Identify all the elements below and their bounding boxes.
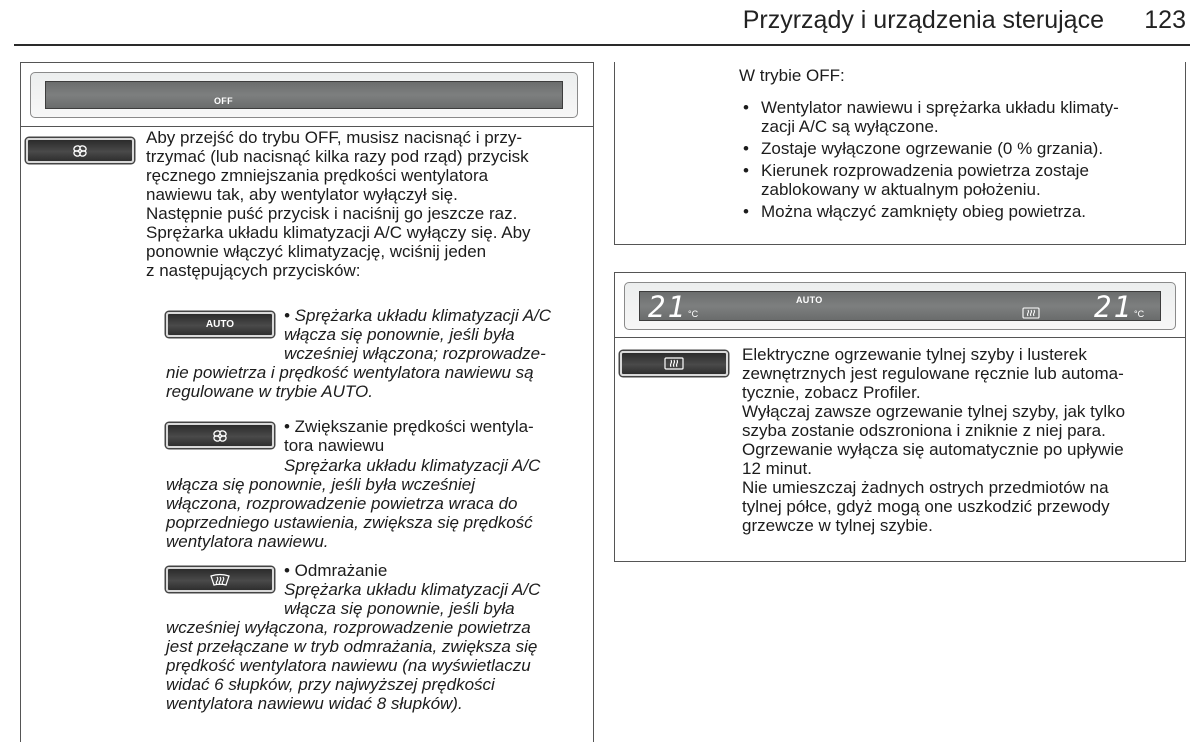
- fan-heading-line: • Zwiększanie prędkości wentyla-: [284, 417, 534, 436]
- defrost-text-tail: [166, 618, 591, 713]
- defrost-line: prędkość wentylatora nawiewu (na wyświetlaczu: [166, 656, 531, 675]
- intro-line: ponownie włączyć klimatyzację, wciśnij jeden: [146, 242, 487, 261]
- fan-text-tail: [166, 475, 591, 551]
- auto-line: regulowane w trybie AUTO.: [166, 382, 373, 401]
- intro-line: ręcznego zmniejszania prędkości wentylatora: [146, 166, 489, 185]
- rear-heater-line: Nie umieszczaj żadnych ostrych przedmiotów na: [742, 478, 1109, 497]
- rear-window-heater-button[interactable]: [620, 351, 728, 376]
- fan-speed-down-button[interactable]: [26, 138, 134, 163]
- fan-speed-up-button[interactable]: [166, 423, 274, 448]
- rear-heater-line: Wyłączaj zawsze ogrzewanie tylnej szyby, jak tylko: [742, 402, 1126, 421]
- list-item: • Zostaje wyłączone ogrzewanie (0 % grzania).: [739, 139, 1179, 158]
- auto-display-screen: [639, 290, 1161, 324]
- list-item: • Wentylator nawiewu i sprężarka układu klimaty- zacji A/C są wyłączone.: [739, 98, 1179, 136]
- off-mode-heading-text: W trybie OFF:: [739, 66, 845, 85]
- intro-line: Sprężarka układu klimatyzacji A/C wyłączy się. Aby: [146, 223, 531, 242]
- rear-heater-line: grzewcze w tylnej szybie.: [742, 516, 933, 535]
- off-mode-list: [739, 98, 1179, 224]
- off-display-panel: [30, 72, 578, 118]
- auto-button[interactable]: [166, 312, 274, 337]
- rear-heater-line: 12 minut.: [742, 459, 812, 478]
- fan-line: poprzedniego ustawienia, zwiększa się prędkość: [166, 513, 533, 532]
- rear-heater-line: tylnej półce, gdyż mogą one uszkodzić przewody: [742, 497, 1110, 516]
- defrost-line: Sprężarka układu klimatyzacji A/C: [284, 580, 541, 599]
- defrost-text-head: [284, 580, 589, 618]
- intro-line: z następujących przycisków:: [146, 261, 361, 280]
- off-display-screen: [45, 81, 563, 109]
- defrost-line: wentylatora nawiewu widać 8 słupków).: [166, 694, 463, 713]
- defrost-button[interactable]: [166, 567, 274, 592]
- rear-display-divider: [614, 337, 1186, 338]
- right-temperature-unit: °C: [1134, 309, 1145, 319]
- auto-line: nie powietrza i prędkość wentylatora nawiewu są: [166, 363, 534, 382]
- intro-text: [146, 128, 591, 280]
- rear-window-heater-icon: [664, 357, 684, 370]
- intro-line: Następnie puść przycisk i naciśnij go jeszcze raz.: [146, 204, 518, 223]
- fan-line: włącza się ponownie, jeśli była wcześniej: [166, 475, 475, 494]
- auto-display-label: AUTO: [796, 295, 823, 305]
- header-rule: [14, 44, 1190, 46]
- rear-heater-line: tycznie, zobacz Profiler.: [742, 383, 921, 402]
- fan-line: Sprężarka układu klimatyzacji A/C: [284, 456, 541, 475]
- auto-line: wcześniej włączona; rozprowadze-: [284, 344, 546, 363]
- page-number: 123: [1144, 6, 1186, 34]
- defrost-line: włącza się ponownie, jeśli była: [284, 599, 515, 618]
- right-temperature: 21: [1094, 290, 1133, 324]
- auto-line: • Sprężarka układu klimatyzacji A/C: [284, 306, 552, 325]
- auto-text-tail: [166, 363, 591, 401]
- off-display-label: OFF: [214, 96, 233, 106]
- left-temperature: 21: [648, 290, 687, 324]
- fan-heading: [284, 417, 589, 455]
- auto-button-label: AUTO: [205, 319, 235, 330]
- fan-icon: [212, 429, 228, 443]
- rear-heater-line: szyba zostanie odszroniona i zniknie z niej para.: [742, 421, 1106, 440]
- rear-heater-line: Elektryczne ogrzewanie tylnej szyby i lusterek: [742, 345, 1087, 364]
- auto-line: włącza się ponownie, jeśli była: [284, 325, 515, 344]
- list-item: • Kierunek rozprowadzenia powietrza zostaje zablokowany w aktualnym położeniu.: [739, 161, 1179, 199]
- intro-line: trzymać (lub nacisnąć kilka razy pod rząd) przycisk: [146, 147, 529, 166]
- intro-line: nawiewu tak, aby wentylator wyłączył się.: [146, 185, 458, 204]
- list-item: • Można włączyć zamknięty obieg powietrza.: [739, 202, 1179, 221]
- fan-heading-line: tora nawiewu: [284, 436, 385, 455]
- fan-icon: [72, 144, 88, 158]
- intro-line: Aby przejść do trybu OFF, musisz nacisnąć i przy-: [146, 128, 523, 147]
- rear-heater-text: [742, 345, 1182, 535]
- auto-display-panel: [624, 282, 1176, 330]
- defrost-heading: [284, 561, 589, 580]
- left-temperature-unit: °C: [688, 309, 699, 319]
- fan-text-head: [284, 456, 589, 475]
- defrost-line: wcześniej wyłączona, rozprowadzenie powietrza: [166, 618, 531, 637]
- defrost-line: jest przełączane w tryb odmrażania, zwiększa się: [166, 637, 538, 656]
- defrost-line: widać 6 słupków, przy najwyższej prędkości: [166, 675, 495, 694]
- fan-line: wentylatora nawiewu.: [166, 532, 329, 551]
- auto-text-head: [284, 306, 589, 363]
- display-divider: [20, 126, 594, 127]
- page-header: [0, 0, 1200, 46]
- page-title: Przyrządy i urządzenia sterujące: [742, 6, 1104, 34]
- off-mode-heading: [739, 66, 1179, 85]
- rear-window-heater-icon: [1022, 306, 1040, 324]
- windshield-defrost-icon: [209, 573, 231, 587]
- fan-line: włączona, rozprowadzenie powietrza wraca do: [166, 494, 518, 513]
- rear-heater-line: Ogrzewanie wyłącza się automatycznie po upływie: [742, 440, 1124, 459]
- defrost-heading-text: • Odmrażanie: [284, 561, 388, 580]
- rear-heater-line: zewnętrznych jest regulowane ręcznie lub automa-: [742, 364, 1124, 383]
